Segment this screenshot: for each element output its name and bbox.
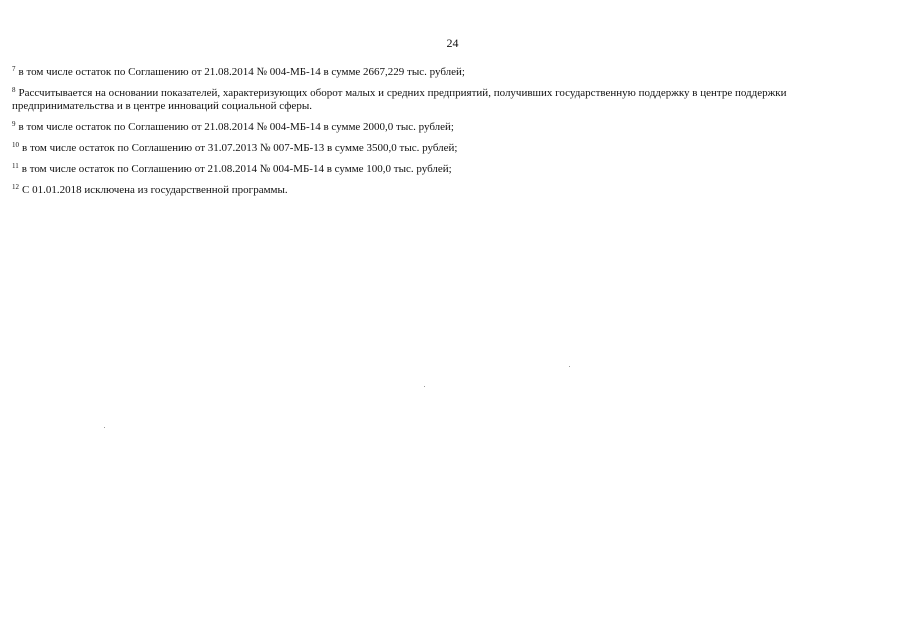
footnote-mark: 10 — [12, 141, 19, 149]
scan-speck — [104, 427, 105, 428]
footnote-text: Рассчитывается на основании показателей, характеризующих оборот малых и средних предприятий, получивших государственную поддержку в центре поддержки предпринимательства и в центре инноваций социальной сферы. — [12, 87, 787, 112]
footnotes — [12, 66, 862, 205]
footnote-8 — [12, 87, 862, 113]
footnote-12 — [12, 184, 862, 197]
footnote-mark: 8 — [12, 86, 16, 94]
footnote-mark: 9 — [12, 120, 16, 128]
footnote-text: в том числе остаток по Соглашению от 21.08.2014 № 004-МБ-14 в сумме 100,0 тыс. рублей; — [21, 163, 452, 175]
footnote-10 — [12, 142, 862, 155]
footnote-text: в том числе остаток по Соглашению от 21.08.2014 № 004-МБ-14 в сумме 2667,229 тыс. рублей; — [18, 66, 465, 78]
footnote-text: С 01.01.2018 исключена из государственной программы. — [22, 184, 288, 196]
scan-speck — [569, 366, 570, 367]
footnote-mark: 12 — [12, 183, 19, 191]
footnote-9 — [12, 121, 862, 134]
page-number: 24 — [446, 36, 459, 50]
scan-speck — [424, 386, 425, 387]
footnote-11 — [12, 163, 862, 176]
footnote-mark: 7 — [12, 65, 16, 73]
footnote-text: в том числе остаток по Соглашению от 31.07.2013 № 007-МБ-13 в сумме 3500,0 тыс. рублей; — [22, 142, 458, 154]
footnote-7 — [12, 66, 862, 79]
footnote-text: в том числе остаток по Соглашению от 21.08.2014 № 004-МБ-14 в сумме 2000,0 тыс. рублей; — [18, 121, 454, 133]
footnote-mark: 11 — [12, 162, 19, 170]
